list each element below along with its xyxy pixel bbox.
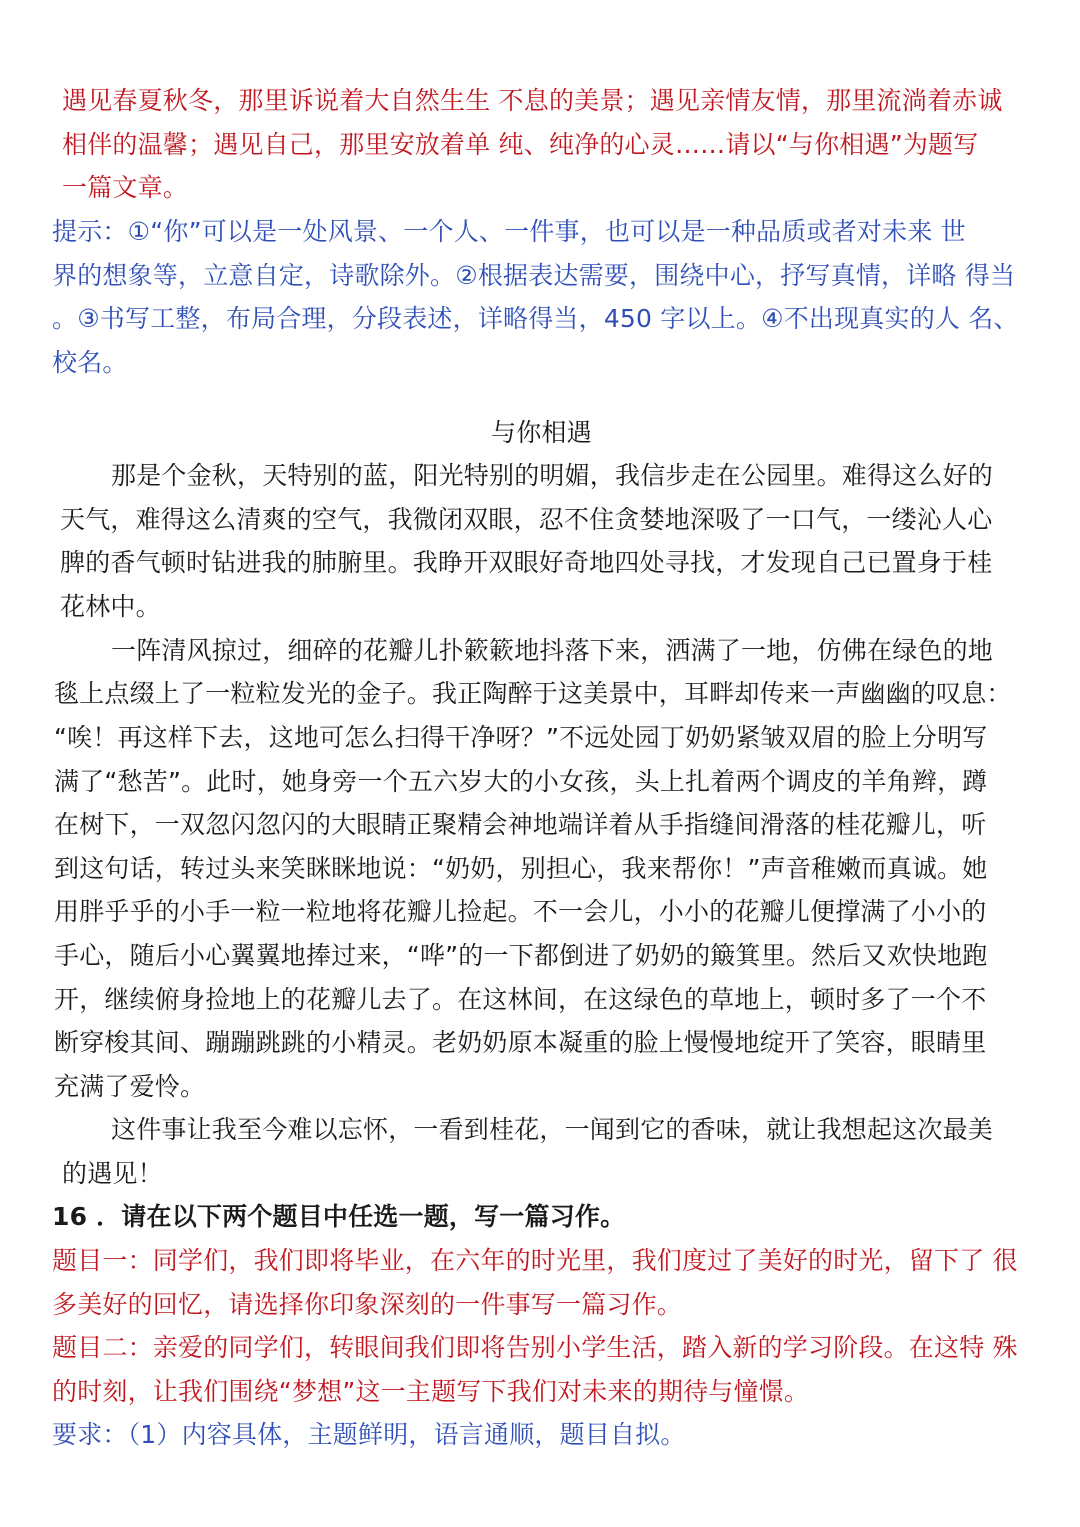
essay-line-9: 在树下，一双忽闪忽闪的大眼睛正聚精会神地端详着从手指缝间滑落的桂花瓣儿，听: [54, 810, 987, 839]
essay-line-17: 的遇见！: [62, 1159, 163, 1188]
topic-1-line-1: 题目一：同学们，我们即将毕业，在六年的时光里，我们度过了美好的时光，留下了 很: [52, 1246, 1018, 1275]
topic-1-line-2: 多美好的回忆，请选择你印象深刻的一件事写一篇习作。: [52, 1290, 683, 1319]
essay-title: 与你相遇: [491, 418, 592, 447]
essay-line-16: 这件事让我至今难以忘怀，一看到桂花，一闻到它的香味，就让我想起这次最美: [111, 1115, 994, 1144]
essay-line-2: 天气，难得这么清爽的空气，我微闭双眼，忍不住贪婪地深吸了一口气，一缕沁人心: [60, 505, 993, 534]
essay-line-14: 断穿梭其间、蹦蹦跳跳的小精灵。老奶奶原本凝重的脸上慢慢地绽开了笑容，眼睛里: [54, 1028, 987, 1057]
prompt-line-3: 一篇文章。: [62, 173, 189, 202]
prompt-line-2: 相伴的温馨；遇见自己，那里安放着单 纯、纯净的心灵……请以“与你相遇”为题写: [62, 130, 979, 159]
hint-line-4: 校名。: [52, 348, 128, 377]
essay-line-6: 毯上点缀上了一粒粒发光的金子。我正陶醉于这美景中，耳畔却传来一声幽幽的叹息：: [54, 679, 1012, 708]
requirement-line: 要求：（1）内容具体，主题鲜明，语言通顺，题目自拟。: [52, 1420, 686, 1449]
essay-line-7: “唉！再这样下去，这地可怎么扫得干净呀？”不远处园丁奶奶紧皱双眉的脸上分明写: [54, 723, 988, 752]
hint-line-2: 界的想象等，立意自定，诗歌除外。②根据表达需要，围绕中心，抒写真情，详略 得当: [52, 261, 1016, 290]
topic-2-line-2: 的时刻，让我们围绕“梦想”这一主题写下我们对未来的期待与憧憬。: [52, 1377, 810, 1406]
essay-line-3: 脾的香气顿时钻进我的肺腑里。我睁开双眼好奇地四处寻找，才发现自己已置身于桂: [60, 548, 993, 577]
essay-line-5: 一阵清风掠过，细碎的花瓣儿扑簌簌地抖落下来，洒满了一地，仿佛在绿色的地: [111, 636, 994, 665]
essay-line-10: 到这句话，转过头来笑眯眯地说：“奶奶，别担心，我来帮你！”声音稚嫩而真诚。她: [54, 854, 988, 883]
essay-line-12: 手心，随后小心翼翼地捧过来，“哗”的一下都倒进了奶奶的簸箕里。然后又欢快地跑: [54, 941, 988, 970]
essay-line-1: 那是个金秋，天特别的蓝，阳光特别的明媚，我信步走在公园里。难得这么好的: [111, 461, 994, 490]
hint-line-1: 提示：①“你”可以是一处风景、一个人、一件事，也可以是一种品质或者对未来 世: [52, 217, 966, 246]
question-16-heading: 16 ．请在以下两个题目中任选一题，写一篇习作。: [52, 1202, 626, 1231]
hint-line-3: 。③书写工整，布局合理，分段表述，详略得当，450 字以上。④不出现真实的人 名、: [52, 304, 1019, 333]
essay-line-4: 花林中。: [60, 592, 161, 621]
essay-line-8: 满了“愁苦”。此时，她身旁一个五六岁大的小女孩，头上扎着两个调皮的羊角辫，蹲: [54, 767, 988, 796]
essay-line-13: 开，继续俯身捡地上的花瓣儿去了。在这林间，在这绿色的草地上，顿时多了一个不: [54, 985, 987, 1014]
prompt-line-1: 遇见春夏秋冬，那里诉说着大自然生生 不息的美景；遇见亲情友情，那里流淌着赤诚: [62, 86, 1003, 115]
topic-2-line-1: 题目二：亲爱的同学们，转眼间我们即将告别小学生活，踏入新的学习阶段。在这特 殊: [52, 1333, 1018, 1362]
essay-line-11: 用胖乎乎的小手一粒一粒地将花瓣儿捡起。不一会儿，小小的花瓣儿便撑满了小小的: [54, 897, 987, 926]
essay-line-15: 充满了爱怜。: [54, 1072, 206, 1101]
